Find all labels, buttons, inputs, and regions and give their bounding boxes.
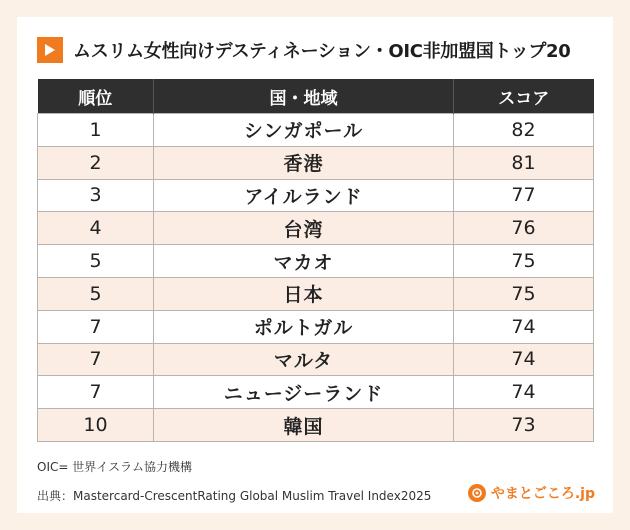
table-row: [38, 409, 594, 442]
country-cell: マカオ: [154, 245, 454, 278]
country-cell: 香港: [154, 146, 454, 179]
score-cell: 82: [454, 114, 594, 147]
rank-cell: 3: [38, 179, 154, 212]
table-row: [38, 310, 594, 343]
table-row: [38, 245, 594, 278]
country-cell: ニュージーランド: [154, 376, 454, 409]
score-cell: 74: [454, 310, 594, 343]
header-country: 国・地域: [154, 79, 454, 114]
rank-cell: 5: [38, 277, 154, 310]
title-row: [37, 37, 570, 63]
rank-cell: 7: [38, 343, 154, 376]
table-row: [38, 146, 594, 179]
country-cell: 韓国: [154, 409, 454, 442]
country-cell: ポルトガル: [154, 310, 454, 343]
page-title: ムスリム女性向けデスティネーション・OIC非加盟国トップ20: [73, 41, 571, 62]
country-cell: アイルランド: [154, 179, 454, 212]
rank-cell: 7: [38, 376, 154, 409]
rank-cell: 10: [38, 409, 154, 442]
country-cell: マルタ: [154, 343, 454, 376]
header-rank: 順位: [38, 79, 154, 114]
table-row: [38, 114, 594, 147]
score-cell: 75: [454, 277, 594, 310]
table-row: [38, 179, 594, 212]
score-cell: 77: [454, 179, 594, 212]
logo-text: やまとごころ.jp: [490, 486, 595, 502]
table-row: [38, 277, 594, 310]
header-score: スコア: [454, 79, 594, 114]
country-cell: 日本: [154, 277, 454, 310]
table-row: [38, 212, 594, 245]
rank-cell: 1: [38, 114, 154, 147]
oic-footnote: OIC= 世界イスラム協力機構: [37, 460, 192, 474]
score-cell: 75: [454, 245, 594, 278]
play-icon: [37, 37, 63, 63]
rank-cell: 5: [38, 245, 154, 278]
score-cell: 73: [454, 409, 594, 442]
logo-mark-icon: [468, 484, 486, 502]
score-cell: 76: [454, 212, 594, 245]
country-cell: シンガポール: [154, 114, 454, 147]
rank-cell: 2: [38, 146, 154, 179]
score-cell: 74: [454, 343, 594, 376]
ranking-card: [17, 17, 613, 513]
rank-cell: 4: [38, 212, 154, 245]
table-row: [38, 376, 594, 409]
rank-cell: 7: [38, 310, 154, 343]
country-cell: 台湾: [154, 212, 454, 245]
score-cell: 74: [454, 376, 594, 409]
brand-logo: [468, 483, 595, 503]
score-cell: 81: [454, 146, 594, 179]
table-row: [38, 343, 594, 376]
ranking-table: [37, 79, 594, 442]
table-header-row: [38, 79, 594, 114]
source-credit: 出典：Mastercard-CrescentRating Global Muslim Travel Index2025: [37, 489, 432, 503]
